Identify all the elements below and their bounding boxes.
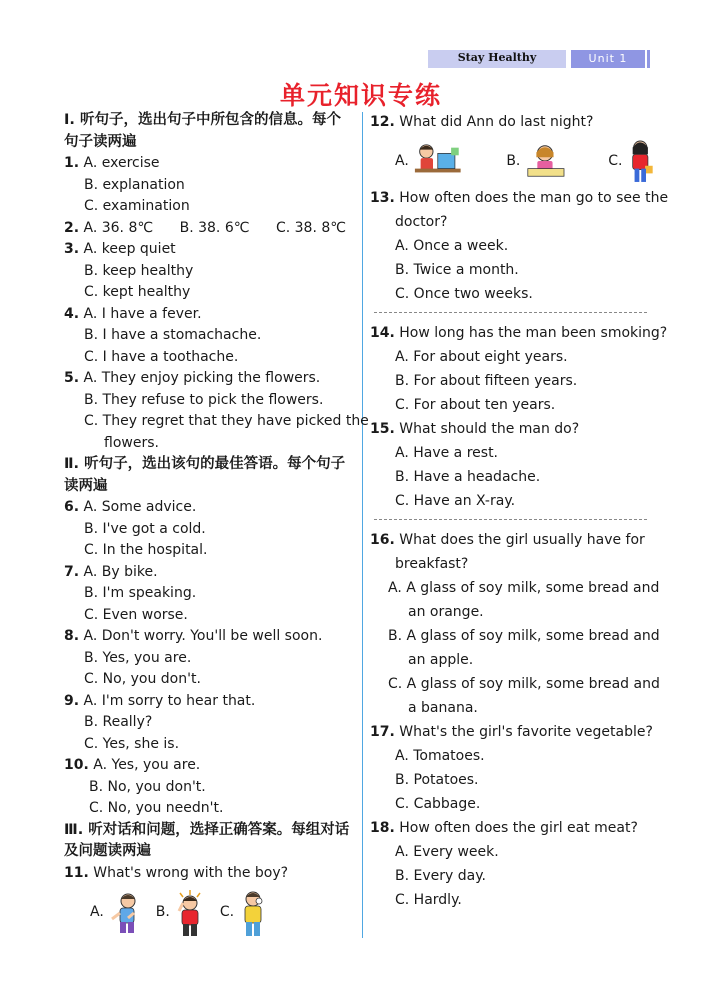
boy-toothache-illustration[interactable]: [238, 888, 268, 938]
option-b[interactable]: B. Potatoes.: [395, 772, 479, 788]
option-a[interactable]: A. exercise: [83, 155, 160, 171]
question-text: How long has the man been smoking?: [399, 325, 668, 341]
question-7: [64, 562, 354, 627]
right-column: [370, 110, 669, 912]
option-b[interactable]: B. I'm speaking.: [84, 585, 197, 601]
section-1-heading: Ⅰ. 听句子，选出句子中所包含的信息。每个句子读两遍: [64, 112, 341, 150]
option-a[interactable]: A. Tomatoes.: [395, 748, 485, 764]
question-text: How often does the girl eat meat?: [399, 820, 638, 836]
question-text-continued: breakfast?: [395, 556, 469, 572]
girl-standing-illustration[interactable]: [626, 136, 655, 186]
option-a[interactable]: A.: [395, 153, 409, 169]
header-accent-bar: [647, 50, 650, 68]
question-5: [64, 368, 369, 454]
question-number: 9.: [64, 692, 80, 709]
section-3-heading: Ⅲ. 听对话和问题，选择正确答案。每组对话及问题读两遍: [64, 821, 350, 859]
dialogue-separator: [374, 312, 647, 313]
question-9: [64, 691, 354, 756]
question-number: 2.: [64, 219, 80, 236]
option-c-continued: flowers.: [104, 434, 159, 451]
option-c[interactable]: C.: [608, 153, 623, 169]
option-c[interactable]: C.: [219, 904, 235, 921]
question-number: 5.: [64, 370, 80, 386]
question-number: 10.: [64, 757, 89, 773]
option-b[interactable]: B. keep healthy: [84, 262, 194, 279]
option-b[interactable]: B.: [506, 153, 521, 169]
option-b[interactable]: B. Really?: [84, 714, 153, 730]
option-b[interactable]: B. No, you don't.: [89, 778, 206, 795]
question-number: 13.: [370, 190, 395, 206]
boy-stomachache-illustration[interactable]: [108, 891, 142, 935]
question-16: [370, 528, 660, 720]
option-a[interactable]: A. Don't worry. You'll be well soon.: [83, 628, 323, 644]
option-c[interactable]: C. No, you needn't.: [89, 800, 224, 816]
option-a[interactable]: A. Every week.: [395, 844, 499, 860]
header-topic: Stay Healthy: [457, 51, 537, 64]
option-c[interactable]: C. 38. 8℃: [275, 219, 346, 236]
option-a[interactable]: A. Once a week.: [395, 238, 509, 254]
question-8: [64, 626, 354, 691]
option-b[interactable]: B. A glass of soy milk, some bread and: [388, 628, 660, 644]
question-number: 1.: [64, 155, 80, 171]
option-b[interactable]: B. I have a stomachache.: [84, 327, 262, 343]
question-number: 3.: [64, 241, 80, 257]
question-1: [64, 153, 354, 218]
option-b[interactable]: B. Twice a month.: [395, 262, 519, 278]
question-number: 18.: [370, 820, 395, 836]
question-number: 17.: [370, 724, 395, 740]
option-c[interactable]: C. No, you don't.: [84, 671, 201, 687]
option-a[interactable]: A.: [90, 904, 104, 921]
option-c[interactable]: C. In the hospital.: [84, 542, 208, 558]
question-18: [370, 816, 655, 912]
question-number: 6.: [64, 499, 80, 515]
option-b[interactable]: B. Yes, you are.: [84, 649, 192, 666]
boy-headache-illustration[interactable]: [174, 889, 206, 937]
girl-drawing-illustration[interactable]: [524, 141, 568, 181]
option-c[interactable]: C. A glass of soy milk, some bread and: [388, 676, 660, 692]
option-c[interactable]: C. For about ten years.: [395, 397, 556, 413]
option-a[interactable]: A. I have a fever.: [83, 305, 202, 322]
option-a-continued: an orange.: [408, 604, 484, 620]
question-number: 11.: [64, 864, 89, 881]
option-b-continued: an apple.: [408, 652, 474, 668]
header-band: [428, 50, 650, 68]
option-c[interactable]: C. examination: [84, 198, 190, 214]
question-15: [370, 417, 655, 513]
question-text-continued: doctor?: [395, 214, 448, 230]
question-text: What should the man do?: [399, 421, 580, 437]
option-b[interactable]: B.: [155, 904, 170, 921]
dialogue-separator: [374, 519, 647, 520]
question-11: [64, 863, 354, 939]
option-a[interactable]: A. By bike.: [83, 563, 158, 580]
question-number: 12.: [370, 114, 395, 130]
option-a[interactable]: A. They enjoy picking the flowers.: [83, 370, 321, 386]
option-a[interactable]: A. A glass of soy milk, some bread and: [388, 580, 660, 596]
option-a[interactable]: A. Have a rest.: [395, 445, 499, 461]
question-text: What's the girl's favorite vegetable?: [399, 724, 653, 740]
question-17: [370, 720, 655, 816]
option-b[interactable]: B. I've got a cold.: [84, 520, 206, 537]
option-a[interactable]: A. Some advice.: [83, 499, 197, 515]
question-text: What's wrong with the boy?: [93, 864, 289, 881]
option-a[interactable]: A. For about eight years.: [395, 349, 568, 365]
column-divider: [362, 112, 363, 938]
option-a[interactable]: A. 36. 8℃: [83, 219, 154, 236]
option-c[interactable]: C. Yes, she is.: [84, 735, 180, 752]
header-unit: Unit 1: [588, 52, 628, 65]
question-3: [64, 239, 354, 304]
option-b[interactable]: B. Every day.: [395, 868, 486, 884]
question-number: 16.: [370, 532, 395, 548]
question-number: 15.: [370, 421, 395, 437]
option-b[interactable]: B. explanation: [84, 176, 185, 193]
option-a[interactable]: A. Yes, you are.: [93, 757, 201, 773]
option-b[interactable]: B. Have a headache.: [395, 469, 541, 485]
option-b[interactable]: B. 38. 6℃: [179, 219, 250, 236]
option-c[interactable]: C. kept healthy: [84, 284, 191, 300]
option-c[interactable]: C. I have a toothache.: [84, 348, 239, 365]
question-text: How often does the man go to see the: [399, 190, 669, 206]
left-column: [64, 110, 369, 938]
option-c[interactable]: C. Once two weeks.: [395, 286, 533, 302]
option-a[interactable]: A. keep quiet: [83, 241, 176, 257]
option-c[interactable]: C. Hardly.: [395, 892, 462, 908]
question-number: 14.: [370, 325, 395, 341]
option-c-continued: a banana.: [408, 700, 478, 716]
option-a[interactable]: A. I'm sorry to hear that.: [83, 692, 256, 709]
question-13: [370, 186, 669, 306]
question-number: 7.: [64, 563, 80, 580]
girl-at-table-illustration[interactable]: [413, 139, 463, 183]
question-number: 8.: [64, 628, 80, 644]
question-2: [64, 218, 354, 240]
option-b[interactable]: B. For about fifteen years.: [395, 373, 578, 389]
question-10: [64, 755, 354, 820]
question-12: [370, 110, 655, 186]
page-title: 单元知识专练: [279, 81, 442, 110]
question-6: [64, 497, 354, 562]
option-b[interactable]: B. They refuse to pick the flowers.: [84, 391, 324, 408]
option-c[interactable]: C. They regret that they have picked the: [84, 413, 369, 429]
question-text: What did Ann do last night?: [399, 114, 594, 130]
option-c[interactable]: C. Cabbage.: [395, 796, 481, 812]
question-14: [370, 321, 668, 417]
question-4: [64, 304, 354, 369]
question-text: What does the girl usually have for: [399, 532, 645, 548]
question-number: 4.: [64, 305, 80, 322]
option-c[interactable]: C. Have an X-ray.: [395, 493, 516, 509]
option-c[interactable]: C. Even worse.: [84, 606, 188, 623]
section-2-heading: Ⅱ. 听句子，选出该句的最佳答语。每个句子读两遍: [64, 456, 346, 494]
